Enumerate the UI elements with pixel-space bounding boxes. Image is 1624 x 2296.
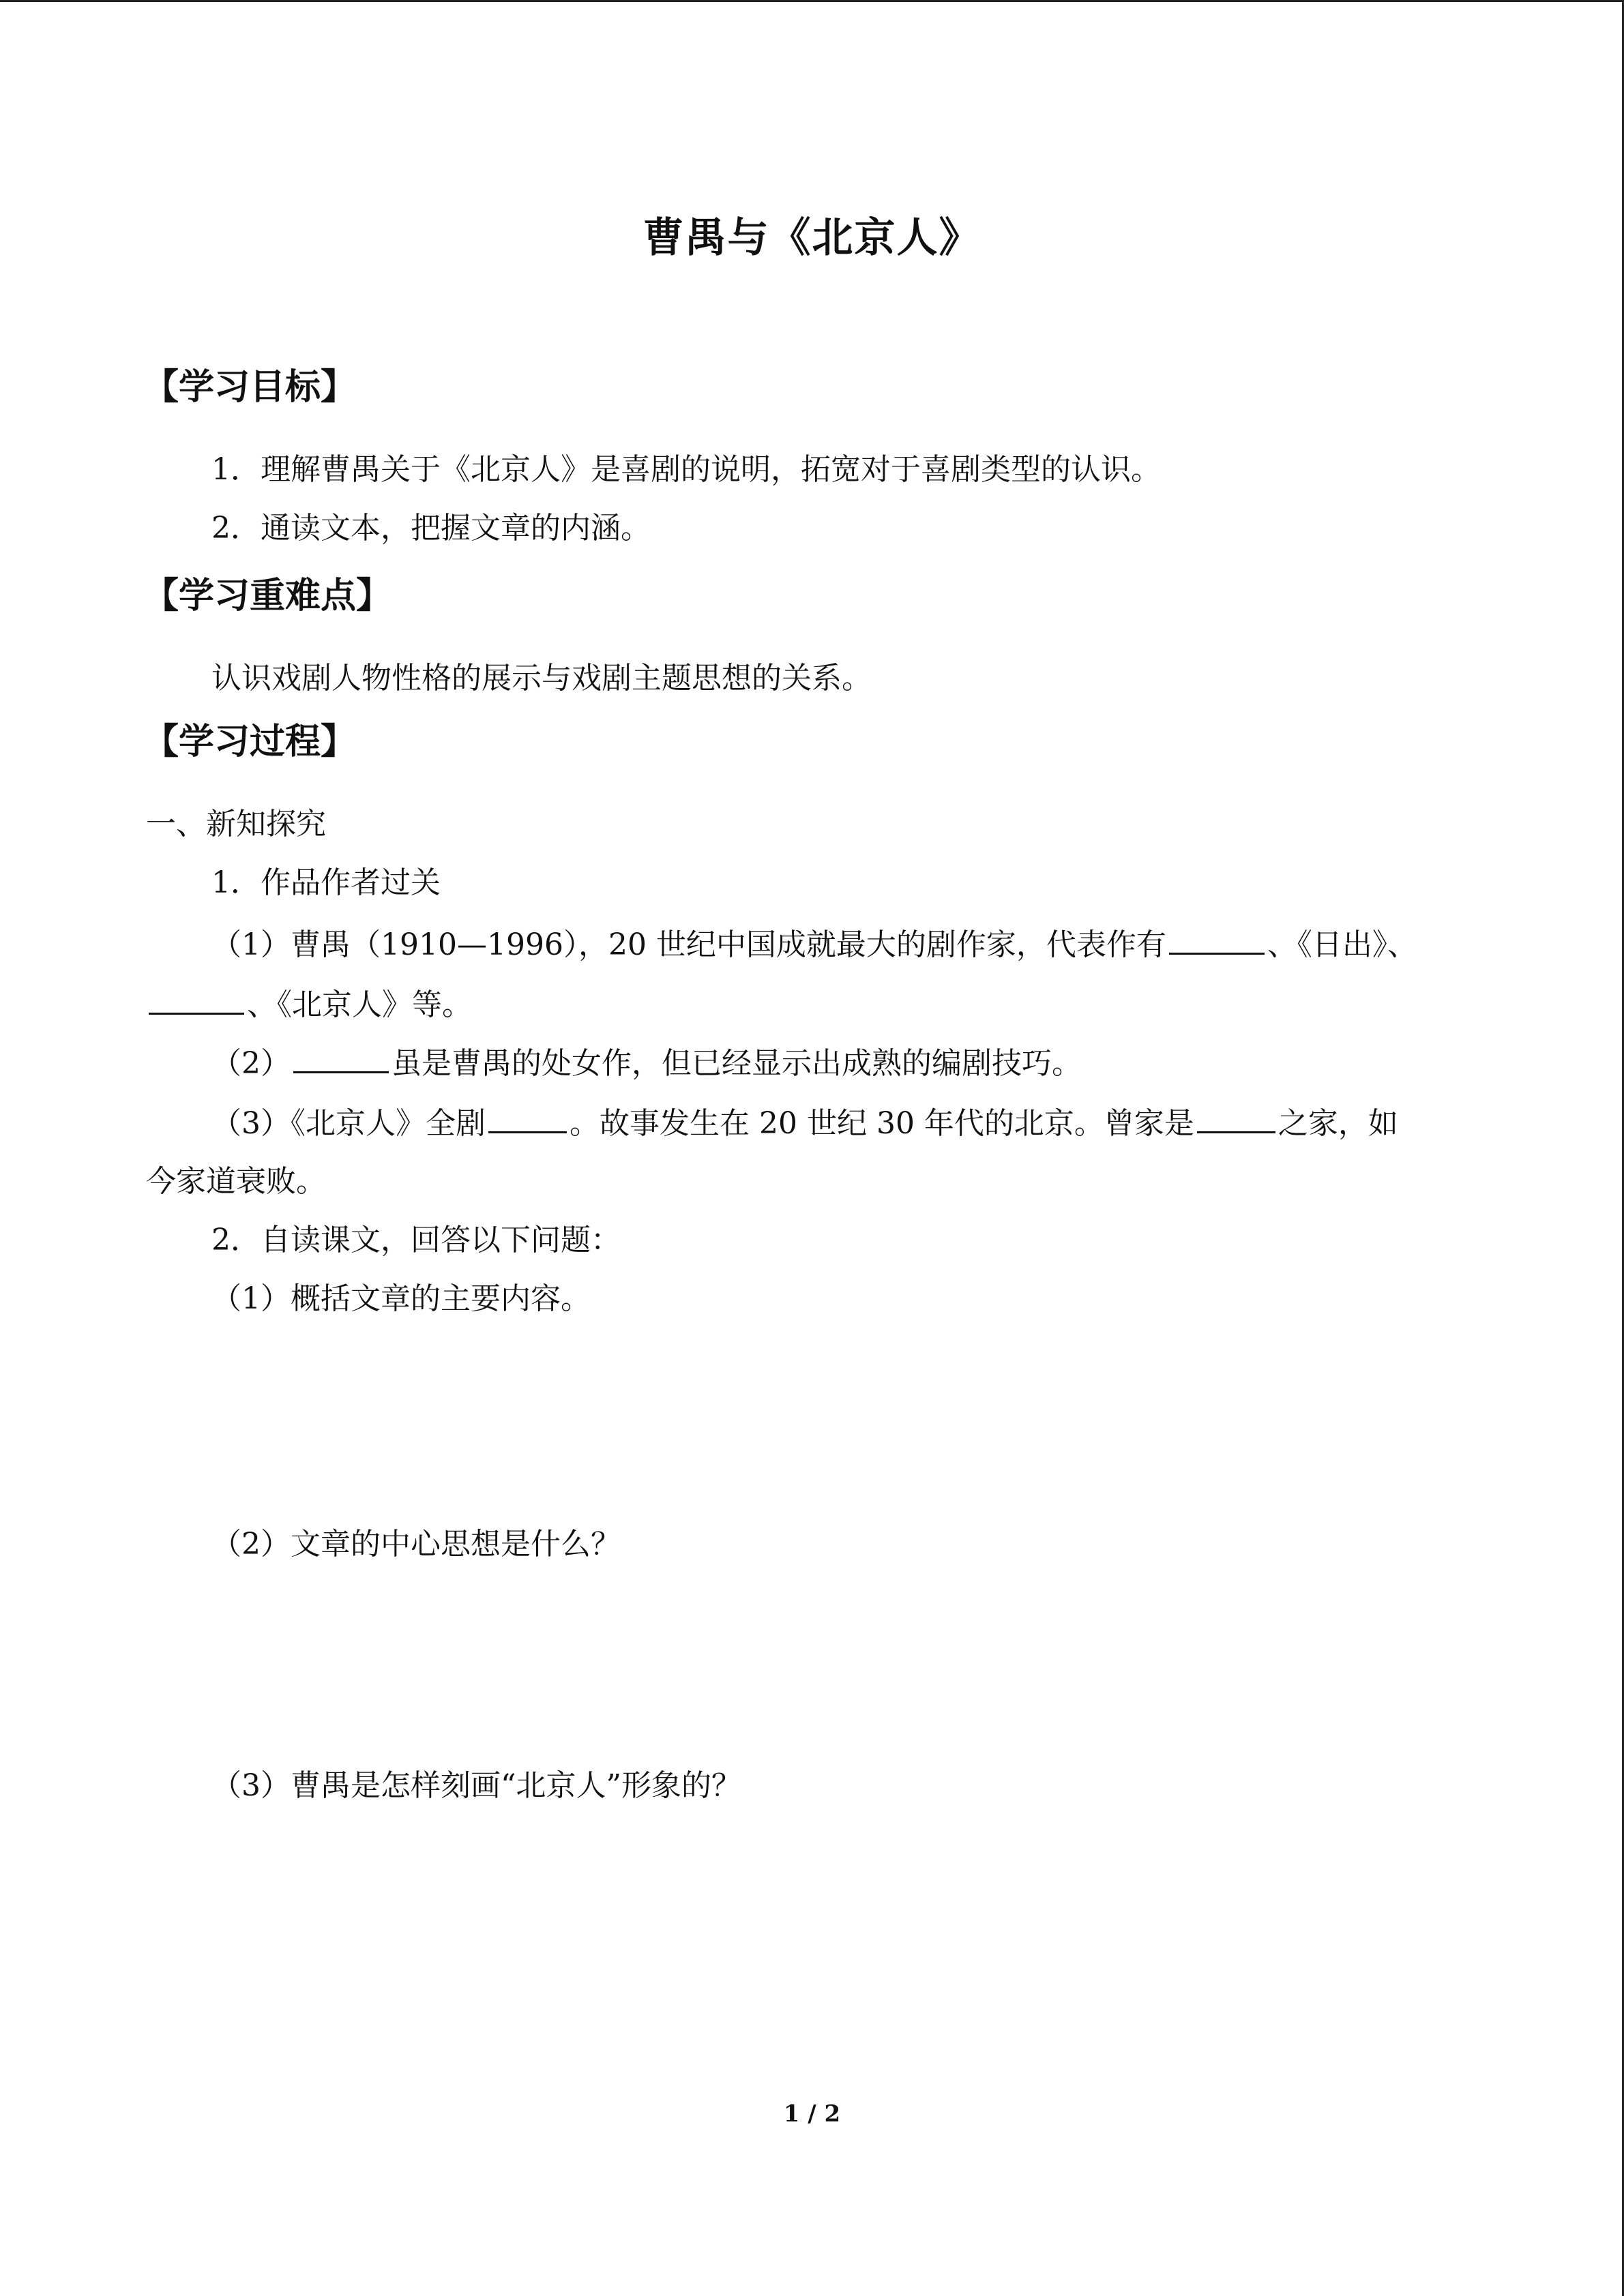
question-1-1-text-c: 、《北京人》等。	[247, 987, 472, 1022]
question-1-3-text-b: 。故事发生在 20 世纪 30 年代的北京。曾家是	[570, 1106, 1194, 1141]
part1-title: 一、新知探究	[146, 807, 326, 841]
question-1-title: 1．作品作者过关	[211, 865, 441, 900]
question-1-1-cont	[146, 983, 472, 1026]
fill-blank[interactable]	[1169, 923, 1265, 955]
question-1-3	[211, 1101, 1398, 1144]
question-1-1	[211, 923, 1417, 966]
fill-blank[interactable]	[488, 1101, 567, 1133]
heading-learning-process: 【学习过程】	[143, 721, 357, 762]
question-1-2	[211, 1041, 1082, 1084]
question-1-2-text-b: 虽是曹禺的处女作，但已经显示出成熟的编剧技巧。	[392, 1046, 1082, 1081]
key-points-text: 认识戏剧人物性格的展示与戏剧主题思想的关系。	[211, 661, 872, 696]
question-1-3-text-c: 之家，如	[1278, 1106, 1398, 1141]
question-1-1-text-b: 、《日出》、	[1267, 927, 1417, 962]
page-number: 1 / 2	[783, 2100, 841, 2128]
fill-blank[interactable]	[1197, 1101, 1275, 1133]
goal-item-2: 2．通读文本，把握文章的内涵。	[211, 511, 651, 546]
question-2-title: 2．自读课文，回答以下问题：	[211, 1223, 621, 1257]
question-1-1-text-a: （1）曹禺（1910—1996），20 世纪中国成就最大的剧作家，代表作有	[211, 927, 1166, 962]
page-title: 曹禺与《北京人》	[643, 214, 981, 262]
fill-blank[interactable]	[149, 983, 244, 1015]
question-1-3-text-a: （3）《北京人》全剧	[211, 1106, 486, 1141]
heading-learning-goals: 【学习目标】	[143, 367, 357, 408]
goal-item-1: 1．理解曹禺关于《北京人》是喜剧的说明，拓宽对于喜剧类型的认识。	[211, 452, 1161, 487]
question-1-2-text-a: （2）	[211, 1046, 291, 1081]
question-2-1: （1）概括文章的主要内容。	[211, 1281, 591, 1316]
question-2-3: （3）曹禺是怎样刻画“北京人”形象的？	[211, 1768, 741, 1803]
question-2-2: （2）文章的中心思想是什么？	[211, 1527, 621, 1562]
fill-blank[interactable]	[293, 1041, 389, 1073]
heading-key-points: 【学习重难点】	[143, 576, 392, 616]
question-1-3-cont: 今家道衰败。	[146, 1164, 326, 1199]
